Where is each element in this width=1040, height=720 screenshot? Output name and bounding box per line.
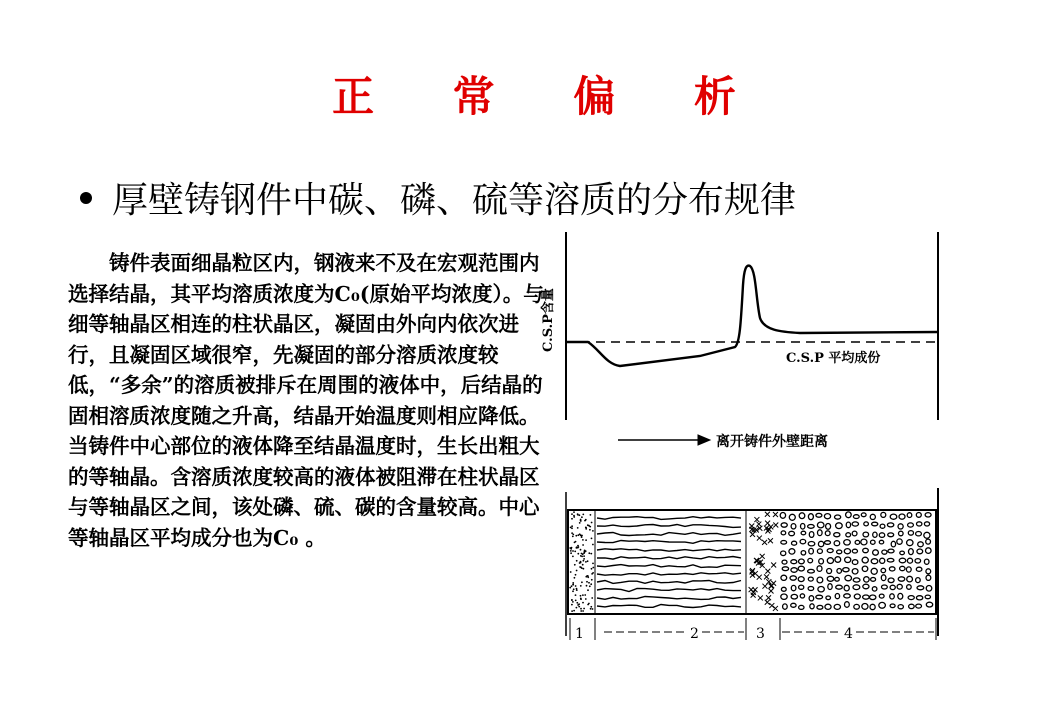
bullet-dot-icon bbox=[80, 192, 92, 204]
bullet-text: 厚壁铸钢件中碳、磷、硫等溶质的分布规律 bbox=[112, 180, 797, 221]
zone-label-2: 2 bbox=[690, 626, 699, 642]
equiaxed-zone bbox=[780, 512, 933, 610]
casting-section bbox=[568, 510, 936, 614]
zone-label-3: 3 bbox=[756, 626, 765, 642]
paragraph-text: 铸件表面细晶粒区内，钢液来不及在宏观范围内选择结晶，其平均溶质浓度为C₀(原始平均浓度）。与细等轴晶区相连的柱状晶区，凝固由外向内依次进行，且凝固区域很窄，先凝固的部分溶质浓度较低，“多余”的溶质被排斥在周围的液体中，后结晶的固相溶质浓度随之升高，结晶开始温度则相应降低。当铸件中心部位的液体降至结晶温度时，生长出粗大的等轴晶。含溶质浓度较高的液体被阻滞在柱状晶区与等轴晶区之间，该处磷、硫、碳的含量较高。中心等轴晶区平均成分也为C₀ 。 bbox=[68, 251, 544, 550]
explanation-paragraph bbox=[68, 248, 548, 553]
columnar-zone bbox=[597, 517, 741, 608]
zone-label-4: 4 bbox=[844, 626, 853, 642]
macrostructure bbox=[566, 488, 938, 640]
slide-title: 正 常 偏 析 bbox=[332, 72, 768, 121]
bullet-item bbox=[80, 172, 796, 223]
composition-plot bbox=[566, 232, 938, 445]
distance-arrow-head bbox=[698, 435, 710, 445]
zone-label-1: 1 bbox=[575, 626, 584, 642]
avg-line-label: C.S.P 平均成份 bbox=[786, 351, 881, 366]
transition-zone bbox=[749, 512, 779, 611]
y-axis-label: C.S.P含量 bbox=[541, 288, 556, 352]
x-axis-label: 离开铸件外壁距离 bbox=[716, 434, 828, 450]
fine-grain-zone bbox=[569, 511, 594, 612]
composition-curve bbox=[566, 266, 938, 366]
